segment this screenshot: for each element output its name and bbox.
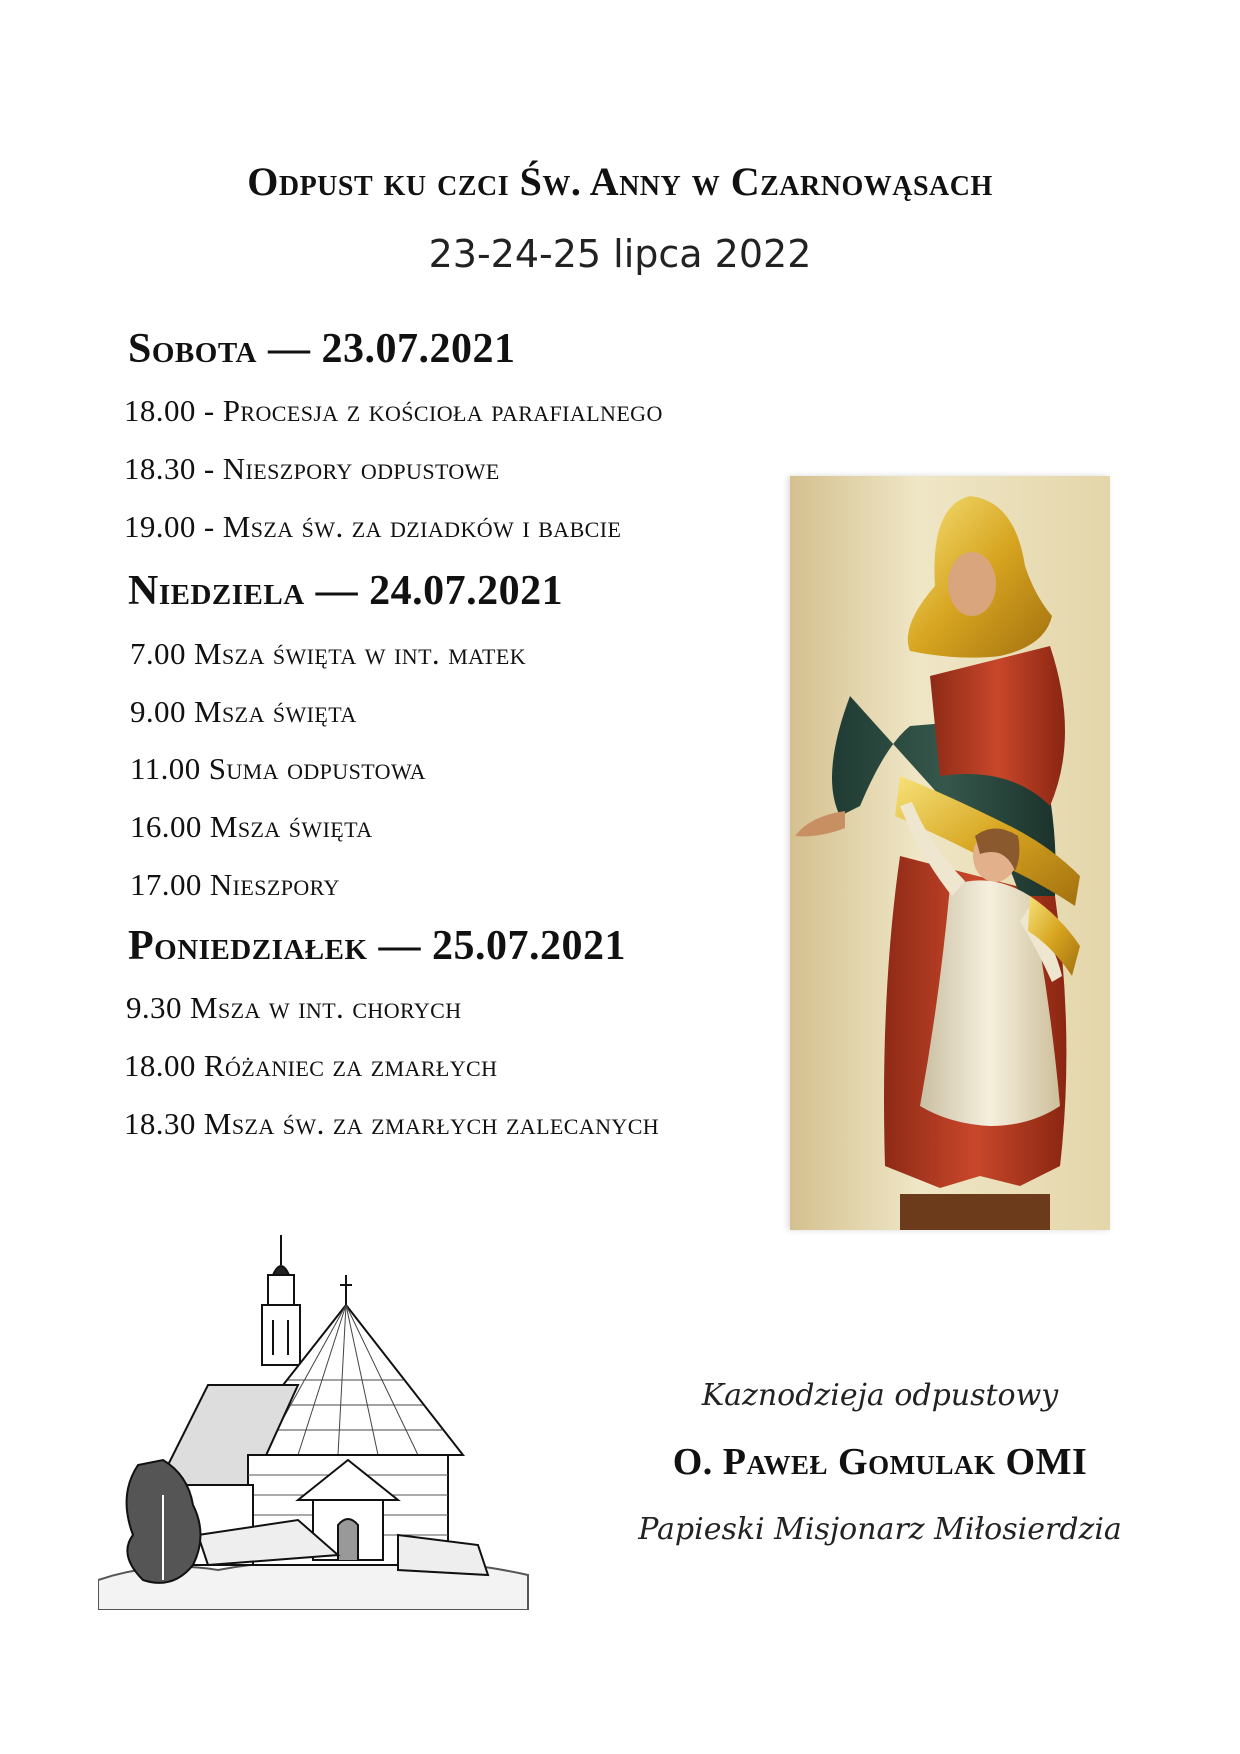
schedule-item: 18.00 - Procesja z kościoła parafialnego bbox=[124, 393, 663, 428]
day-heading-saturday: Sobota — 23.07.2021 bbox=[128, 326, 516, 372]
preacher-name: O. Paweł Gomulak OMI bbox=[672, 1441, 1088, 1483]
page-title: Odpust ku czci Św. Anny w Czarnowąsach bbox=[247, 159, 993, 204]
date-range: 23-24-25 lipca 2022 bbox=[428, 232, 812, 276]
schedule-item: 9.00 Msza święta bbox=[130, 694, 357, 729]
schedule-item: 16.00 Msza święta bbox=[130, 809, 373, 844]
schedule-item: 19.00 - Msza św. za dziadków i babcie bbox=[124, 509, 622, 544]
day-heading-monday: Poniedziałek — 25.07.2021 bbox=[128, 923, 627, 969]
preacher-title: Papieski Misjonarz Miłosierdzia bbox=[638, 1512, 1122, 1547]
schedule-item: 18.30 - Nieszpory odpustowe bbox=[124, 451, 500, 486]
st-anne-statue-photo bbox=[790, 476, 1110, 1230]
day-heading-sunday: Niedziela — 24.07.2021 bbox=[128, 568, 564, 614]
schedule-item: 17.00 Nieszpory bbox=[130, 867, 340, 902]
schedule-item: 9.30 Msza w int. chorych bbox=[126, 990, 462, 1025]
preacher-label: Kaznodzieja odpustowy bbox=[701, 1378, 1059, 1413]
schedule-item: 18.30 Msza św. za zmarłych zalecanych bbox=[124, 1106, 660, 1141]
schedule-item: 7.00 Msza święta w int. matek bbox=[130, 636, 526, 671]
schedule-item: 11.00 Suma odpustowa bbox=[130, 751, 426, 786]
church-sketch bbox=[98, 1235, 538, 1610]
schedule-item: 18.00 Różaniec za zmarłych bbox=[124, 1048, 498, 1083]
